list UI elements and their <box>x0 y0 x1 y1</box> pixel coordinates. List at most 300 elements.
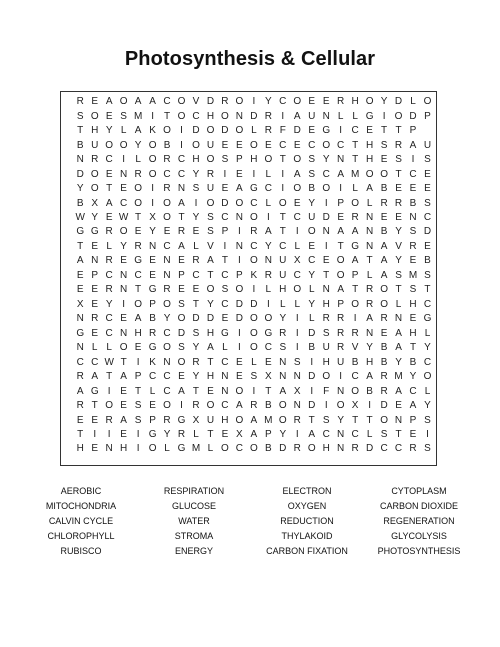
grid-letter: H <box>76 443 84 455</box>
grid-letter: K <box>149 125 156 137</box>
grid-letter: R <box>134 240 142 252</box>
grid-letter: L <box>395 298 402 310</box>
grid-letter: U <box>279 255 287 267</box>
grid-letter: H <box>221 414 229 426</box>
grid-letter: T <box>395 429 402 441</box>
grid-letter: A <box>351 255 359 267</box>
word-item: RESPIRATION <box>163 486 225 496</box>
grid-letter: E <box>134 342 142 354</box>
grid-letter: R <box>380 385 388 397</box>
grid-letter: T <box>366 255 373 267</box>
grid-letter: H <box>206 327 215 339</box>
grid-letter: G <box>322 125 331 137</box>
grid-letter: Y <box>366 342 373 354</box>
word-item: CALVIN CYCLE <box>48 516 114 526</box>
word-column-2 <box>139 484 249 559</box>
word-item: THYLAKOID <box>281 531 333 541</box>
grid-letter: L <box>308 284 315 296</box>
grid-letter: I <box>295 429 299 441</box>
grid-letter: B <box>76 197 84 209</box>
grid-letter: O <box>163 342 171 354</box>
grid-letter: I <box>180 139 183 151</box>
grid-letter: G <box>177 443 186 455</box>
grid-letter: T <box>207 429 214 441</box>
grid-letter: O <box>177 313 186 325</box>
grid-letter: O <box>148 139 157 151</box>
grid-letter: N <box>279 371 287 383</box>
word-list <box>26 484 474 564</box>
grid-letter: A <box>337 284 344 296</box>
grid-letter: P <box>178 269 185 281</box>
grid-letter: F <box>323 385 330 397</box>
grid-letter: A <box>366 371 373 383</box>
grid-letter: N <box>105 443 113 455</box>
grid-letter: R <box>365 284 374 296</box>
grid-letter: O <box>105 139 114 151</box>
grid-letter: A <box>351 226 359 238</box>
grid-letter: D <box>221 125 229 137</box>
grid-letter: S <box>293 356 301 368</box>
grid-letter: Y <box>308 269 316 281</box>
grid-letter: R <box>409 443 417 455</box>
grid-letter: I <box>382 110 386 122</box>
grid-letter: C <box>221 356 229 368</box>
grid-letter: T <box>366 414 373 426</box>
grid-letter: E <box>76 269 84 281</box>
grid-letter: C <box>351 371 359 383</box>
grid-letter: L <box>308 313 315 325</box>
grid-letter: S <box>192 327 200 339</box>
grid-letter: A <box>76 255 84 267</box>
grid-letter: D <box>308 400 316 412</box>
grid-letter: C <box>163 96 171 108</box>
grid-letter: I <box>353 313 357 325</box>
grid-letter: A <box>366 183 373 195</box>
grid-letter: Y <box>380 96 388 108</box>
grid-letter: I <box>324 240 328 252</box>
grid-letter: E <box>337 211 344 223</box>
grid-letter: O <box>177 356 186 368</box>
grid-letter: Y <box>163 313 171 325</box>
grid-letter: Y <box>207 298 214 310</box>
grid-letter: I <box>368 400 371 412</box>
grid-letter: B <box>264 400 272 412</box>
grid-letter: S <box>424 443 431 455</box>
grid-letter: C <box>192 110 200 122</box>
grid-letter: E <box>308 125 316 137</box>
grid-letter: N <box>177 183 186 195</box>
grid-letter: R <box>337 313 345 325</box>
grid-letter: L <box>120 125 127 137</box>
grid-letter: H <box>365 154 374 166</box>
grid-letter: O <box>206 197 215 209</box>
grid-letter: C <box>293 269 301 281</box>
grid-letter: R <box>264 110 272 122</box>
grid-letter: A <box>380 255 388 267</box>
grid-letter: O <box>163 400 171 412</box>
grid-letter: I <box>295 327 299 339</box>
grid-letter: P <box>149 414 156 426</box>
grid-letter: L <box>424 327 431 339</box>
grid-letter: T <box>207 269 214 281</box>
grid-letter: Y <box>308 298 316 310</box>
grid-letter: D <box>206 313 215 325</box>
grid-letter: C <box>163 240 171 252</box>
grid-letter: S <box>424 269 431 281</box>
grid-letter: A <box>134 313 142 325</box>
grid-letter: R <box>322 313 330 325</box>
grid-letter: E <box>105 211 113 223</box>
grid-letter: R <box>148 327 157 339</box>
grid-letter: G <box>76 327 85 339</box>
grid-letter: I <box>238 342 241 354</box>
grid-letter: R <box>351 443 359 455</box>
grid-letter: T <box>352 414 359 426</box>
grid-letter: I <box>281 183 285 195</box>
grid-letter: I <box>339 183 343 195</box>
grid-letter: T <box>178 211 185 223</box>
grid-letter: A <box>149 96 156 108</box>
grid-letter: O <box>307 226 316 238</box>
grid-letter: T <box>135 385 142 397</box>
grid-letter: Y <box>105 298 113 310</box>
grid-letter: O <box>249 211 258 223</box>
grid-letter: A <box>250 414 258 426</box>
grid-letter: R <box>279 327 287 339</box>
grid-letter: E <box>149 269 156 281</box>
grid-letter: A <box>395 342 402 354</box>
word-item: REDUCTION <box>280 516 334 526</box>
grid-letter: D <box>192 313 200 325</box>
word-item: CHLOROPHYLL <box>47 531 115 541</box>
word-item: WATER <box>178 516 210 526</box>
grid-letter: B <box>76 139 84 151</box>
grid-letter: Y <box>192 211 200 223</box>
grid-letter: E <box>380 154 388 166</box>
grid-letter: C <box>308 139 316 151</box>
grid-letter: I <box>93 429 97 441</box>
grid-letter: K <box>250 269 258 281</box>
grid-letter: U <box>308 211 316 223</box>
grid-letter: C <box>148 371 157 383</box>
grid-letter: B <box>149 313 156 325</box>
grid-letter: Y <box>279 313 287 325</box>
grid-letter: G <box>90 226 99 238</box>
grid-letter: R <box>380 371 388 383</box>
grid-letter: E <box>91 240 99 252</box>
grid-letter: Y <box>264 96 272 108</box>
grid-letter: N <box>120 269 128 281</box>
grid-letter: N <box>221 371 229 383</box>
grid-letter: S <box>207 226 214 238</box>
grid-letter: N <box>76 154 84 166</box>
grid-letter: I <box>223 240 227 252</box>
grid-letter: H <box>206 371 215 383</box>
grid-letter: B <box>380 342 388 354</box>
word-item: STROMA <box>174 531 214 541</box>
grid-letter: N <box>120 284 128 296</box>
grid-letter: E <box>76 284 84 296</box>
grid-letter: I <box>426 429 429 441</box>
grid-letter: X <box>236 429 243 441</box>
grid-letter: P <box>424 110 431 122</box>
grid-letter: A <box>395 327 402 339</box>
grid-letter: B <box>409 356 417 368</box>
grid-letter: E <box>409 429 417 441</box>
grid-letter: S <box>424 414 431 426</box>
grid-letter: I <box>238 255 241 267</box>
grid-letter: N <box>235 240 243 252</box>
grid-letter: A <box>380 269 388 281</box>
grid-letter: O <box>148 443 157 455</box>
grid-letter: Y <box>120 240 127 252</box>
letter-grid <box>73 95 435 457</box>
grid-letter: V <box>395 240 402 252</box>
word-item: RUBISCO <box>60 546 102 556</box>
grid-letter: A <box>207 342 214 354</box>
grid-letter: M <box>191 443 201 455</box>
grid-letter: O <box>293 183 302 195</box>
grid-letter: O <box>163 197 171 209</box>
grid-letter: I <box>324 400 328 412</box>
grid-letter: E <box>366 125 373 137</box>
grid-letter: N <box>409 211 417 223</box>
grid-letter: A <box>236 400 243 412</box>
grid-letter: T <box>279 211 286 223</box>
grid-letter: N <box>120 327 128 339</box>
grid-letter: I <box>411 154 415 166</box>
word-column-3 <box>252 484 362 559</box>
grid-letter: E <box>308 240 316 252</box>
grid-letter: C <box>76 356 84 368</box>
grid-letter: L <box>135 154 141 166</box>
grid-letter: C <box>409 385 417 397</box>
grid-letter: N <box>337 154 345 166</box>
grid-letter: E <box>91 443 99 455</box>
grid-letter: C <box>423 211 432 223</box>
grid-letter: T <box>221 255 228 267</box>
grid-letter: O <box>380 414 388 426</box>
grid-letter: G <box>134 255 142 267</box>
grid-letter: O <box>235 414 244 426</box>
grid-letter: E <box>322 96 330 108</box>
grid-letter: C <box>163 371 171 383</box>
grid-letter: C <box>380 443 388 455</box>
grid-letter: T <box>409 342 417 354</box>
grid-letter: I <box>266 298 270 310</box>
grid-letter: I <box>238 226 241 238</box>
grid-letter: D <box>394 96 403 108</box>
grid-letter: O <box>423 96 432 108</box>
grid-letter: E <box>91 414 99 426</box>
grid-letter: Y <box>395 356 402 368</box>
grid-letter: D <box>235 298 243 310</box>
grid-letter: E <box>192 226 200 238</box>
grid-letter: R <box>250 400 258 412</box>
grid-letter: D <box>293 125 301 137</box>
word-item: REGENERATION <box>383 516 455 526</box>
grid-letter: S <box>409 226 417 238</box>
grid-letter: C <box>250 240 258 252</box>
grid-letter: C <box>105 154 113 166</box>
grid-letter: R <box>105 226 113 238</box>
grid-letter: O <box>249 255 258 267</box>
grid-letter: P <box>149 298 156 310</box>
grid-letter: E <box>149 400 156 412</box>
grid-letter: A <box>366 313 373 325</box>
grid-letter: D <box>177 327 186 339</box>
grid-letter: N <box>163 255 171 267</box>
grid-letter: E <box>424 168 431 180</box>
grid-letter: Y <box>395 226 402 238</box>
grid-letter: H <box>409 327 417 339</box>
grid-letter: Y <box>192 342 200 354</box>
grid-letter: Y <box>322 154 330 166</box>
grid-letter: E <box>149 255 156 267</box>
grid-letter: O <box>235 197 244 209</box>
grid-letter: D <box>250 298 258 310</box>
grid-letter: O <box>235 284 244 296</box>
grid-letter: O <box>249 139 258 151</box>
grid-letter: R <box>105 284 113 296</box>
grid-letter: N <box>365 327 374 339</box>
grid-letter: S <box>178 342 185 354</box>
grid-letter: C <box>221 400 229 412</box>
grid-letter: L <box>280 298 286 310</box>
grid-letter: Y <box>149 226 156 238</box>
word-item: ENERGY <box>174 546 213 556</box>
grid-letter: E <box>236 139 243 151</box>
grid-letter: G <box>365 110 374 122</box>
grid-letter: S <box>192 183 200 195</box>
grid-letter: R <box>177 429 186 441</box>
grid-letter: O <box>365 96 374 108</box>
grid-letter: I <box>122 154 126 166</box>
grid-letter: I <box>310 356 314 368</box>
grid-letter: H <box>134 327 142 339</box>
grid-letter: E <box>163 226 171 238</box>
grid-letter: C <box>409 168 417 180</box>
grid-letter: Y <box>409 371 417 383</box>
grid-letter: Y <box>337 414 344 426</box>
grid-letter: S <box>322 327 330 339</box>
grid-letter: A <box>178 385 185 397</box>
grid-letter: O <box>148 168 157 180</box>
grid-letter: O <box>249 327 258 339</box>
grid-letter: I <box>136 429 140 441</box>
word-item: CYTOPLASM <box>391 486 447 496</box>
grid-letter: O <box>380 168 388 180</box>
grid-letter: Y <box>192 371 200 383</box>
grid-letter: S <box>221 284 229 296</box>
grid-letter: Y <box>105 125 113 137</box>
grid-letter: U <box>206 183 215 195</box>
grid-letter: E <box>424 183 431 195</box>
grid-letter: T <box>207 356 214 368</box>
grid-letter: E <box>221 429 229 441</box>
grid-letter: I <box>295 226 299 238</box>
grid-letter: Y <box>76 183 84 195</box>
grid-letter: R <box>105 255 113 267</box>
grid-letter: R <box>134 168 142 180</box>
grid-letter: V <box>192 96 200 108</box>
grid-letter: T <box>352 154 359 166</box>
grid-letter: O <box>336 255 345 267</box>
grid-letter: Y <box>163 429 171 441</box>
grid-letter: N <box>235 211 243 223</box>
grid-letter: R <box>365 298 374 310</box>
grid-letter: I <box>310 385 314 397</box>
grid-letter: A <box>264 226 272 238</box>
grid-letter: L <box>294 298 301 310</box>
grid-letter: L <box>251 125 257 137</box>
grid-letter: H <box>409 298 417 310</box>
grid-letter: L <box>164 443 170 455</box>
grid-letter: U <box>206 414 215 426</box>
grid-letter: B <box>380 183 388 195</box>
grid-letter: G <box>148 284 157 296</box>
grid-letter: Y <box>424 342 431 354</box>
grid-letter: C <box>221 211 229 223</box>
grid-letter: A <box>395 385 402 397</box>
grid-letter: S <box>308 168 316 180</box>
grid-letter: A <box>76 385 84 397</box>
grid-letter: O <box>148 154 157 166</box>
grid-letter: E <box>308 96 316 108</box>
grid-letter: L <box>366 269 373 281</box>
word-item: PHOTOSYNTHESIS <box>377 546 461 556</box>
grid-letter: G <box>76 226 85 238</box>
grid-letter: O <box>322 183 331 195</box>
grid-letter: L <box>265 168 272 180</box>
grid-letter: Y <box>192 168 200 180</box>
grid-letter: W <box>75 211 85 223</box>
grid-letter: E <box>120 385 127 397</box>
grid-letter: C <box>423 298 432 310</box>
grid-letter: O <box>278 197 287 209</box>
grid-letter: C <box>177 168 186 180</box>
grid-letter: R <box>76 400 84 412</box>
grid-letter: T <box>265 385 272 397</box>
grid-letter: A <box>91 371 99 383</box>
grid-letter: O <box>206 154 215 166</box>
grid-letter: N <box>76 342 84 354</box>
grid-letter: T <box>106 183 113 195</box>
grid-letter: S <box>279 342 287 354</box>
grid-letter: E <box>293 139 301 151</box>
grid-letter: U <box>279 269 287 281</box>
grid-letter: T <box>308 414 315 426</box>
grid-letter: Y <box>279 429 287 441</box>
grid-letter: O <box>235 385 244 397</box>
grid-letter: E <box>409 313 417 325</box>
grid-letter: L <box>207 443 214 455</box>
grid-letter: I <box>324 197 328 209</box>
grid-letter: I <box>266 211 270 223</box>
grid-letter: A <box>236 183 243 195</box>
grid-letter: S <box>424 154 431 166</box>
grid-letter: N <box>221 385 229 397</box>
grid-letter: C <box>264 342 272 354</box>
grid-letter: R <box>293 414 301 426</box>
grid-letter: T <box>120 356 127 368</box>
grid-letter: L <box>352 183 358 195</box>
grid-letter: O <box>322 371 331 383</box>
grid-letter: C <box>134 269 142 281</box>
grid-letter: O <box>119 226 128 238</box>
grid-letter: R <box>105 414 113 426</box>
grid-letter: B <box>380 356 388 368</box>
